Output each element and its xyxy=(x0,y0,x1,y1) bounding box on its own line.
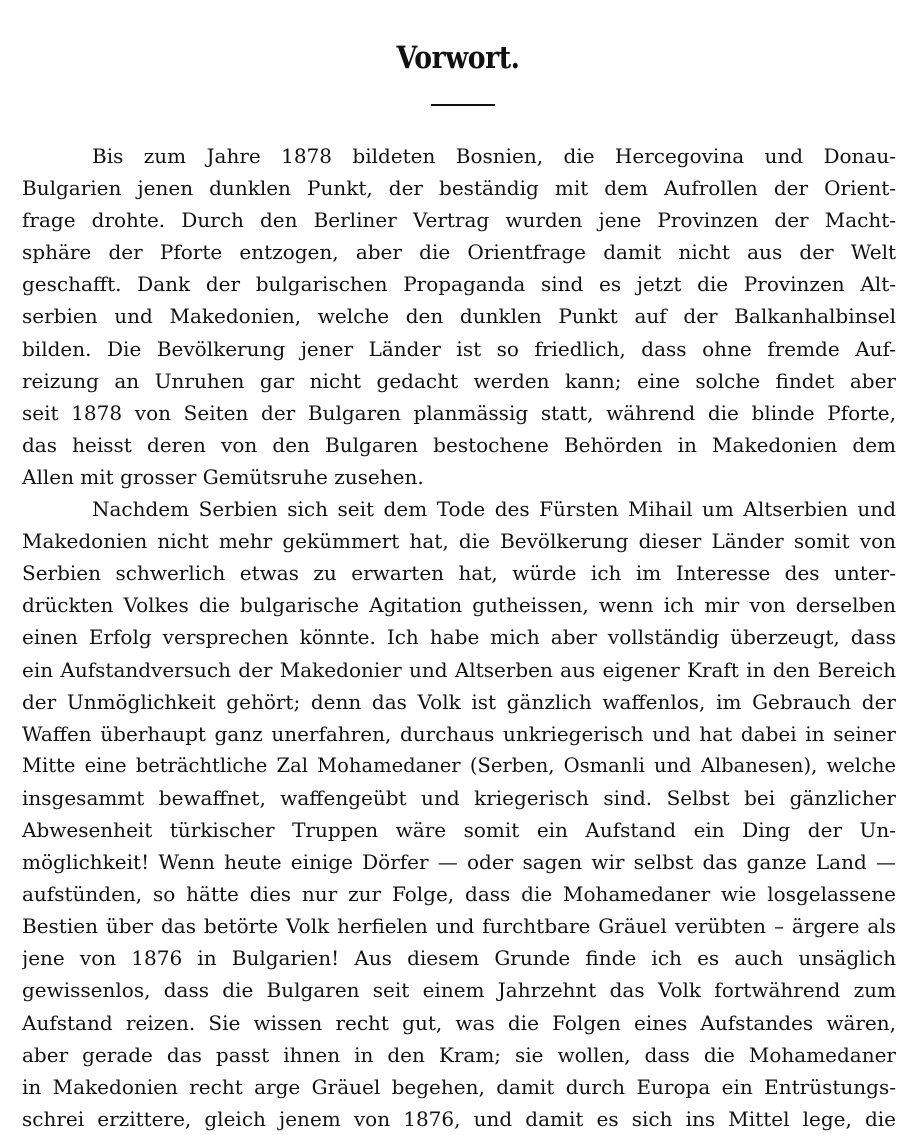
text-line: sphäre der Pforte entzogen, aber die Orientfrage damit nicht aus der Welt xyxy=(22,240,896,265)
text-line: Makedonien nicht mehr gekümmert hat, die Bevölkerung dieser Länder somit von xyxy=(22,529,896,554)
text-line: bilden. Die Bevölkerung jener Länder ist so friedlich, dass ohne fremde Auf- xyxy=(22,336,896,361)
text-line: serbien und Makedonien, welche den dunklen Punkt auf der Balkanhalbinsel xyxy=(22,304,896,329)
text-line: schrei erzittere, gleich jenem von 1876, und damit es sich ins Mittel lege, die xyxy=(22,1106,896,1131)
text-line: gewissenlos, dass die Bulgaren seit einem Jahrzehnt das Volk fortwährend zum xyxy=(22,978,896,1003)
text-line: Allen mit grosser Gemütsruhe zusehen. xyxy=(22,464,424,489)
text-line: jene von 1876 in Bulgarien! Aus diesem Grunde finde ich es auch unsäglich xyxy=(22,946,896,971)
text-line: das heisst deren von den Bulgaren bestochene Behörden in Makedonien dem xyxy=(22,432,896,457)
text-line: seit 1878 von Seiten der Bulgaren planmässig statt, während die blinde Pforte, xyxy=(22,400,896,425)
text-line: Bulgarien jenen dunklen Punkt, der beständig mit dem Aufrollen der Orient- xyxy=(22,176,896,201)
text-line: drückten Volkes die bulgarische Agitation gutheissen, wenn ich mir von derselben xyxy=(22,593,896,618)
text-line: einen Erfolg versprechen könnte. Ich habe mich aber vollständig überzeugt, dass xyxy=(22,625,896,650)
text-line: reizung an Unruhen gar nicht gedacht werden kann; eine solche findet aber xyxy=(22,368,896,393)
text-line: ein Aufstandversuch der Makedonier und Altserben aus eigener Kraft in den Bereich xyxy=(22,657,896,682)
text-line: insgesammt bewaffnet, waffengeübt und kriegerisch sind. Selbst bei gänzlicher xyxy=(22,785,896,810)
text-line: geschafft. Dank der bulgarischen Propaganda sind es jetzt die Provinzen Alt- xyxy=(22,272,896,297)
title-rule xyxy=(431,104,495,106)
text-line: Nachdem Serbien sich seit dem Tode des Fürsten Mihail um Altserbien und xyxy=(92,497,896,522)
text-line: Bestien über das betörte Volk herfielen und furchtbare Gräuel verübten – ärgere als xyxy=(22,914,896,939)
text-line: Abwesenheit türkischer Truppen wäre somit ein Aufstand ein Ding der Un- xyxy=(22,817,896,842)
text-line: Aufstand reizen. Sie wissen recht gut, was die Folgen eines Aufstandes wären, xyxy=(22,1010,896,1035)
text-line: aufstünden, so hätte dies nur zur Folge, dass die Mohamedaner wie losgelassene xyxy=(22,882,896,907)
text-line: möglichkeit! Wenn heute einige Dörfer — oder sagen wir selbst das ganze Land — xyxy=(22,850,896,875)
text-line: frage drohte. Durch den Berliner Vertrag wurden jene Provinzen der Macht- xyxy=(22,208,896,233)
text-line: Serbien schwerlich etwas zu erwarten hat, würde ich im Interesse des unter- xyxy=(22,561,896,586)
page-title: Vorwort. xyxy=(396,40,520,76)
text-line: aber gerade das passt ihnen in den Kram; sie wollen, dass die Mohamedaner xyxy=(22,1042,896,1067)
text-line: Mitte eine beträchtliche Zal Mohamedaner (Serben, Osmanli und Albanesen), welche xyxy=(22,753,896,777)
text-line: der Unmöglichkeit gehört; denn das Volk ist gänzlich waffenlos, im Gebrauch der xyxy=(22,689,896,714)
text-line: Bis zum Jahre 1878 bildeten Bosnien, die Hercegovina und Donau- xyxy=(92,144,896,168)
text-line: in Makedonien recht arge Gräuel begehen, damit durch Europa ein Entrüstungs- xyxy=(22,1074,896,1099)
body-text xyxy=(22,140,896,1135)
text-line: Waffen überhaupt ganz unerfahren, durchaus unkriegerisch und hat dabei in seiner xyxy=(22,721,896,746)
